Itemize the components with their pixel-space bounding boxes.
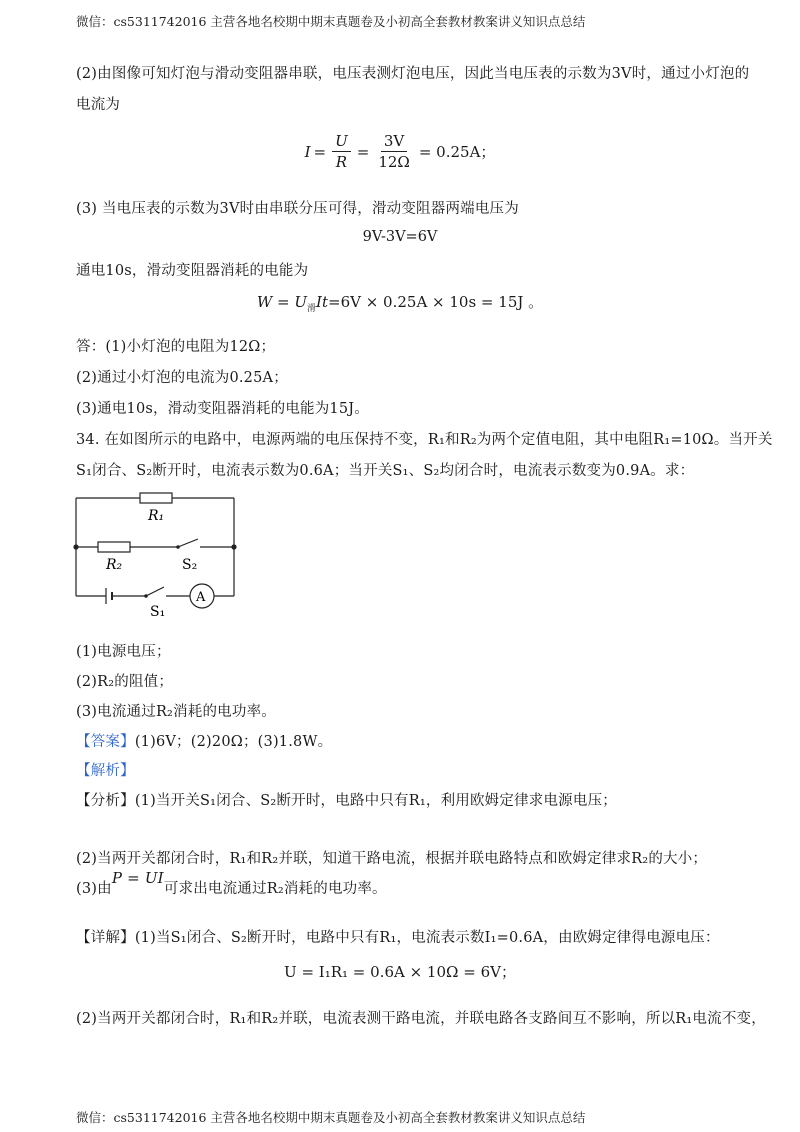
fenxi-line3: [76, 869, 387, 898]
eq-u: U: [294, 293, 308, 311]
eq-equals: =: [272, 293, 295, 311]
answer-tag: 【答案】: [76, 734, 135, 750]
fraction-values: [375, 132, 413, 171]
detail-tag: 【详解】: [76, 930, 135, 946]
detail-row: [76, 926, 720, 947]
part3-equation1: 9V-3V=6V: [362, 229, 438, 245]
switch-s2-pivot: [176, 545, 180, 549]
sub-question-2: (2)R₂的阻值；: [76, 674, 174, 690]
sub-question-1: (1)电源电压；: [76, 644, 171, 660]
fenxi-row: [76, 789, 617, 810]
fraction-denominator: 12Ω: [378, 153, 410, 171]
fenxi-line2: (2)当两开关都闭合时，R₁和R₂并联，知道干路电流，根据并联电路特点和欧姆定律求R₂的大小；: [76, 851, 708, 867]
fenxi-tag: 【分析】: [76, 793, 135, 809]
page-header: 微信：cs5311742016 主营各地名校期中期末真题卷及小初高全套教材教案讲义知识点总结: [76, 14, 586, 29]
analysis-tag: 【解析】: [76, 763, 135, 779]
eq-it: It: [316, 293, 328, 311]
fraction-numerator: 3V: [381, 132, 407, 152]
q34-line2: S₁闭合、S₂断开时，电流表示数为0.6A；当开关S₁、S₂均闭合时，电流表示数变为0.9A。求：: [76, 463, 695, 479]
sub-question-3: (3)电流通过R₂消耗的电功率。: [76, 704, 276, 720]
label-r1: R₁: [148, 508, 165, 524]
eq-result: = 0.25A: [418, 142, 481, 161]
eq-lhs: I: [304, 142, 311, 161]
switch-s2-blade: [178, 539, 198, 547]
eq-rhs: =6V × 0.25A × 10s = 15J: [328, 293, 524, 311]
detail-equation: U = I₁R₁ = 0.6A × 10Ω = 6V；: [284, 963, 516, 981]
part2-equation: [0, 132, 800, 171]
part3-line2: 通电10s，滑动变阻器消耗的电能为: [76, 263, 309, 279]
label-r2: R₂: [106, 557, 123, 573]
answer-row: [76, 730, 332, 751]
resistor-r1: [140, 493, 172, 503]
eq-tail: 。: [523, 293, 544, 311]
junction-dot-right: [231, 544, 236, 549]
page-footer: 微信：cs5311742016 主营各地名校期中期末真题卷及小初高全套教材教案讲义知识点总结: [76, 1110, 586, 1125]
part2-line2: 电流为: [76, 97, 121, 113]
part3-equation2: [0, 291, 800, 314]
switch-s1-blade: [146, 587, 164, 596]
junction-dot-left: [73, 544, 78, 549]
q34-line1: 34. 在如图所示的电路中，电源两端的电压保持不变，R₁和R₂为两个定值电阻，其中电阻R₁=10Ω。当开关: [76, 432, 773, 448]
eq-u-sub: 滑: [307, 304, 317, 314]
circuit-diagram: [64, 484, 254, 620]
answer-line-1: 答：(1)小灯泡的电阻为12Ω；: [76, 339, 276, 355]
detail-line2: (2)当两开关都闭合时，R₁和R₂并联，电流表测干路电流，并联电路各支路间互不影响，所以R₁电流不变，: [76, 1011, 766, 1027]
eq-tail: ；: [480, 143, 496, 161]
fenxi3-post: 可求出电流通过R₂消耗的电功率。: [163, 881, 387, 897]
detail-text: (1)当S₁闭合、S₂断开时，电路中只有R₁，电流表示数I₁=0.6A，由欧姆定律得电源电压：: [134, 930, 720, 946]
part3-line1: (3) 当电压表的示数为3V时由串联分压可得，滑动变阻器两端电压为: [76, 201, 519, 217]
part2-line1: (2)由图像可知灯泡与滑动变阻器串联，电压表测灯泡电压，因此当电压表的示数为3V时，通过小灯泡的: [76, 66, 750, 82]
answer-line-3: (3)通电10s，滑动变阻器消耗的电能为15J。: [76, 401, 369, 417]
label-s1: S₁: [150, 604, 166, 620]
label-s2: S₂: [182, 557, 198, 573]
fraction-numerator: U: [332, 132, 351, 152]
label-ammeter: A: [196, 590, 206, 605]
fenxi3-pre: (3)由: [76, 881, 112, 897]
answer-line-2: (2)通过小灯泡的电流为0.25A；: [76, 370, 288, 386]
fenxi3-equation: P = UI: [111, 869, 164, 887]
eq-equals-1: =: [313, 142, 327, 161]
switch-s1-pivot: [144, 594, 148, 598]
eq-w: W: [256, 293, 273, 311]
fraction-u-over-r: [332, 132, 351, 171]
fraction-denominator: R: [335, 153, 348, 171]
answer-text: (1)6V；(2)20Ω；(3)1.8W。: [134, 734, 333, 750]
eq-equals-2: =: [356, 142, 370, 161]
resistor-r2: [98, 542, 130, 552]
fenxi-text: (1)当开关S₁闭合、S₂断开时，电路中只有R₁，利用欧姆定律求电源电压；: [134, 793, 617, 809]
